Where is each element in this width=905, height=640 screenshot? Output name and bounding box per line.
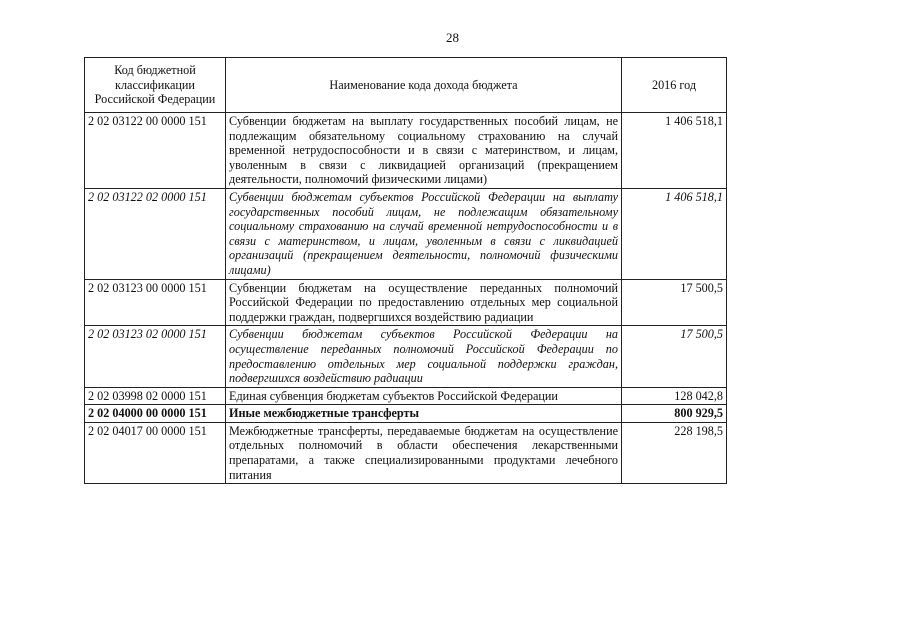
cell-code: 2 02 03998 02 0000 151 — [85, 387, 226, 405]
table-row — [85, 422, 727, 483]
cell-name: Субвенции бюджетам на выплату государственных пособий лицам, не подлежащим обязательному социальному страхованию на случай временной нетрудоспособности и в связи с материнством, и лицам, уволенным в связи с ликвидацией организаций (прекращением деятельности, полномочий физическими лицами) — [226, 113, 622, 189]
cell-code: 2 02 03123 02 0000 151 — [85, 326, 226, 387]
table-header-row — [85, 58, 727, 113]
budget-table — [84, 57, 727, 484]
cell-code: 2 02 03122 00 0000 151 — [85, 113, 226, 189]
cell-value: 1 406 518,1 — [622, 113, 727, 189]
cell-code: 2 02 04000 00 0000 151 — [85, 405, 226, 423]
cell-value: 228 198,5 — [622, 422, 727, 483]
cell-value: 128 042,8 — [622, 387, 727, 405]
cell-name: Субвенции бюджетам на осуществление переданных полномочий Российской Федерации по предоставлению отдельных мер социальной поддержки граждан, подвергшихся воздействию радиации — [226, 279, 622, 326]
cell-value: 17 500,5 — [622, 279, 727, 326]
cell-value: 800 929,5 — [622, 405, 727, 423]
cell-code: 2 02 04017 00 0000 151 — [85, 422, 226, 483]
header-name: Наименование кода дохода бюджета — [226, 58, 622, 113]
cell-code: 2 02 03122 02 0000 151 — [85, 188, 226, 279]
cell-value: 17 500,5 — [622, 326, 727, 387]
page-number: 28 — [446, 30, 459, 45]
table-row — [85, 405, 727, 423]
table-row — [85, 188, 727, 279]
table-row — [85, 113, 727, 189]
table-row — [85, 387, 727, 405]
cell-code: 2 02 03123 00 0000 151 — [85, 279, 226, 326]
cell-value: 1 406 518,1 — [622, 188, 727, 279]
header-code: Код бюджетной классификации Российской Федерации — [85, 58, 226, 113]
header-value: 2016 год — [622, 58, 727, 113]
cell-name: Иные межбюджетные трансферты — [226, 405, 622, 423]
cell-name: Единая субвенция бюджетам субъектов Российской Федерации — [226, 387, 622, 405]
table-row — [85, 279, 727, 326]
table-row — [85, 326, 727, 387]
cell-name: Субвенции бюджетам субъектов Российской Федерации на осуществление переданных полномочий Российской Федерации по предоставлению отдельных мер социальной поддержки граждан, подвергшихся воздействию радиации — [226, 326, 622, 387]
cell-name: Субвенции бюджетам субъектов Российской Федерации на выплату государственных пособий лицам, не подлежащим обязательному социальному страхованию на случай временной нетрудоспособности и в связи с материнством, и лицам, уволенным в связи с ликвидацией организаций (прекращением деятельности, полномочий физическими лицами) — [226, 188, 622, 279]
cell-name: Межбюджетные трансферты, передаваемые бюджетам на осуществление отдельных полномочий в области обеспечения лекарственными препаратами, а также специализированными продуктами лечебного питания — [226, 422, 622, 483]
